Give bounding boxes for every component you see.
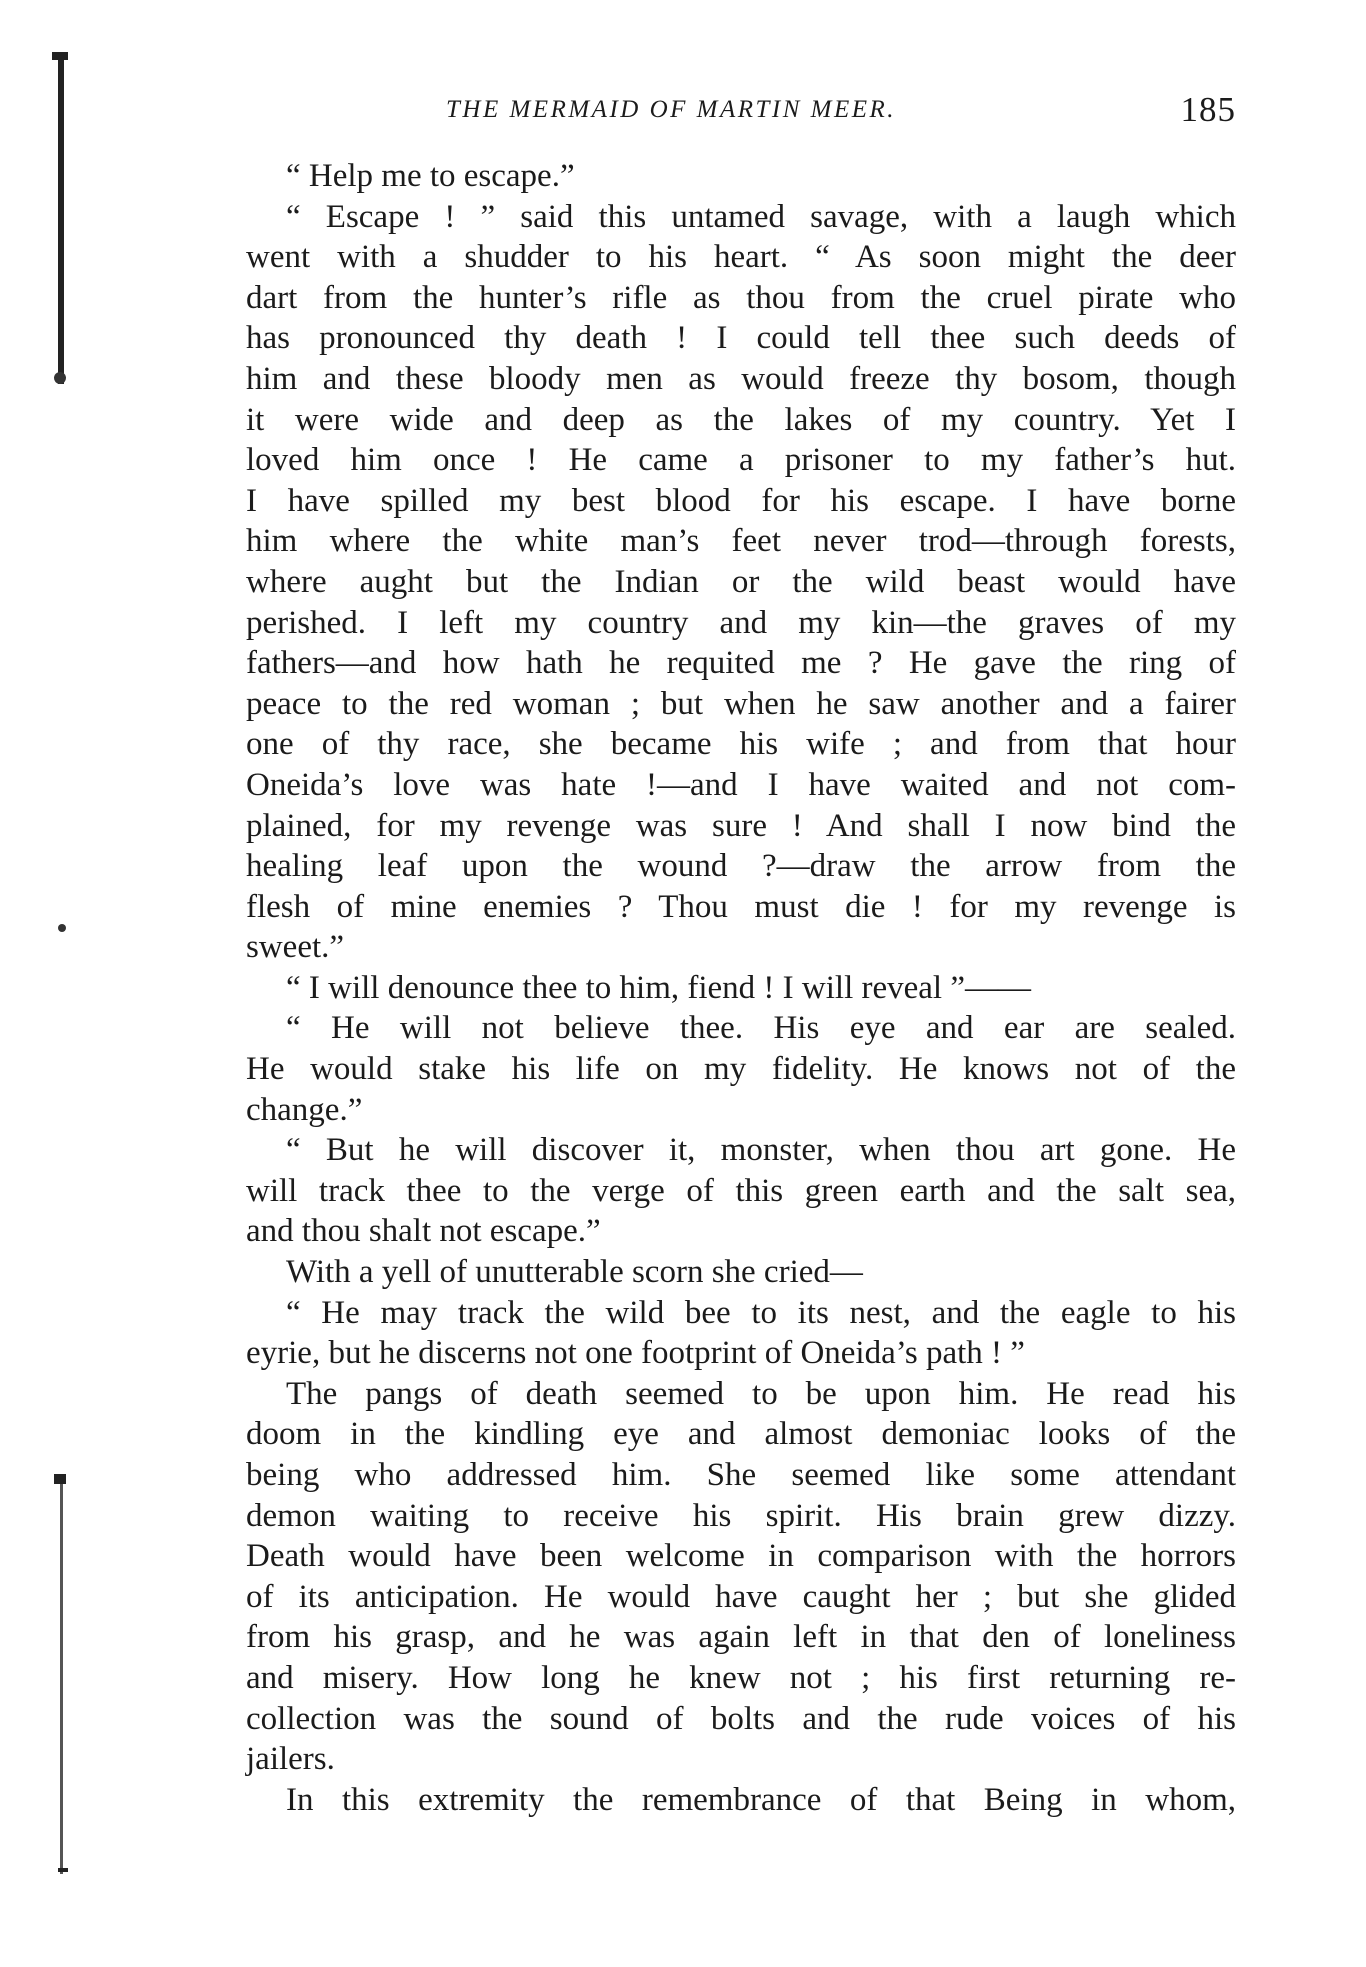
text-line: from his grasp, and he was again left in that den of loneliness: [246, 1619, 1236, 1656]
binding-mark-top: [58, 58, 64, 384]
text-line: went with a shudder to his heart. “ As soon might the deer: [246, 239, 1236, 276]
page-number: 185: [1180, 90, 1236, 129]
binding-mark-bottom: [60, 1474, 63, 1874]
text-line: Death would have been welcome in comparison with the horrors: [246, 1538, 1236, 1575]
binding-mark-bottom-foot: [58, 1868, 68, 1872]
text-line: The pangs of death seemed to be upon him. He read his: [286, 1375, 1236, 1412]
text-line: “ I will denounce thee to him, fiend ! I will reveal ”——: [286, 969, 1031, 1006]
text-line: collection was the sound of bolts and the rude voices of his: [246, 1700, 1236, 1737]
text-line: being who addressed him. She seemed like some attendant: [246, 1457, 1236, 1493]
binding-mark-bottom-cap: [54, 1474, 66, 1484]
text-line: him where the white man’s feet never trod—through forests,: [246, 523, 1236, 560]
text-line: and thou shalt not escape.”: [246, 1213, 601, 1250]
text-line: him and these bloody men as would freeze thy bosom, though: [246, 360, 1236, 397]
text-line: demon waiting to receive his spirit. His brain grew dizzy.: [246, 1497, 1236, 1534]
text-line: “ He may track the wild bee to its nest, and the eagle to his: [286, 1294, 1236, 1331]
text-line: loved him once ! He came a prisoner to my father’s hut.: [246, 442, 1236, 479]
text-line: Oneida’s love was hate !—and I have waited and not com-: [246, 766, 1236, 803]
text-line: fathers—and how hath he requited me ? He gave the ring of: [246, 645, 1236, 682]
text-line: it were wide and deep as the lakes of my country. Yet I: [246, 401, 1236, 438]
text-line: jailers.: [246, 1741, 335, 1778]
margin-speck: [58, 924, 66, 932]
text-line: eyrie, but he discerns not one footprint of Oneida’s path ! ”: [246, 1335, 1025, 1372]
running-head: [246, 90, 1236, 130]
text-line: With a yell of unutterable scorn she cried—: [286, 1254, 863, 1291]
text-line: “ Help me to escape.”: [286, 158, 575, 194]
text-line: where aught but the Indian or the wild beast would have: [246, 563, 1236, 600]
text-line: In this extremity the remembrance of that Being in whom,: [286, 1781, 1236, 1818]
text-line: and misery. How long he knew not ; his first returning re-: [246, 1659, 1236, 1696]
body-text: [246, 156, 1236, 1820]
binding-dot: [54, 372, 66, 384]
text-line: “ But he will discover it, monster, when thou art gone. He: [286, 1132, 1236, 1169]
text-line: one of thy race, she became his wife ; and from that hour: [246, 726, 1236, 763]
text-line: “ He will not believe thee. His eye and ear are sealed.: [286, 1010, 1236, 1047]
text-line: plained, for my revenge was sure ! And shall I now bind the: [246, 807, 1236, 844]
text-line: perished. I left my country and my kin—the graves of my: [246, 604, 1236, 641]
text-line: “ Escape ! ” said this untamed savage, with a laugh which: [286, 198, 1236, 235]
text-line: sweet.”: [246, 929, 345, 966]
running-title: THE MERMAID OF MARTIN MEER.: [446, 96, 897, 123]
text-line: I have spilled my best blood for his escape. I have borne: [246, 482, 1236, 519]
text-line: healing leaf upon the wound ?—draw the arrow from the: [246, 848, 1236, 885]
text-line: He would stake his life on my fidelity. He knows not of the: [246, 1051, 1236, 1088]
text-line: dart from the hunter’s rifle as thou from the cruel pirate who: [246, 279, 1236, 316]
text-line: has pronounced thy death ! I could tell thee such deeds of: [246, 320, 1236, 357]
text-line: doom in the kindling eye and almost demoniac looks of the: [246, 1416, 1236, 1453]
text-line: change.”: [246, 1091, 363, 1128]
binding-mark-top-cap: [52, 52, 68, 60]
text-line: peace to the red woman ; but when he saw another and a fairer: [246, 685, 1236, 722]
text-line: flesh of mine enemies ? Thou must die ! for my revenge is: [246, 888, 1236, 925]
text-line: will track thee to the verge of this green earth and the salt sea,: [246, 1172, 1236, 1209]
text-line: of its anticipation. He would have caught her ; but she glided: [246, 1578, 1236, 1615]
